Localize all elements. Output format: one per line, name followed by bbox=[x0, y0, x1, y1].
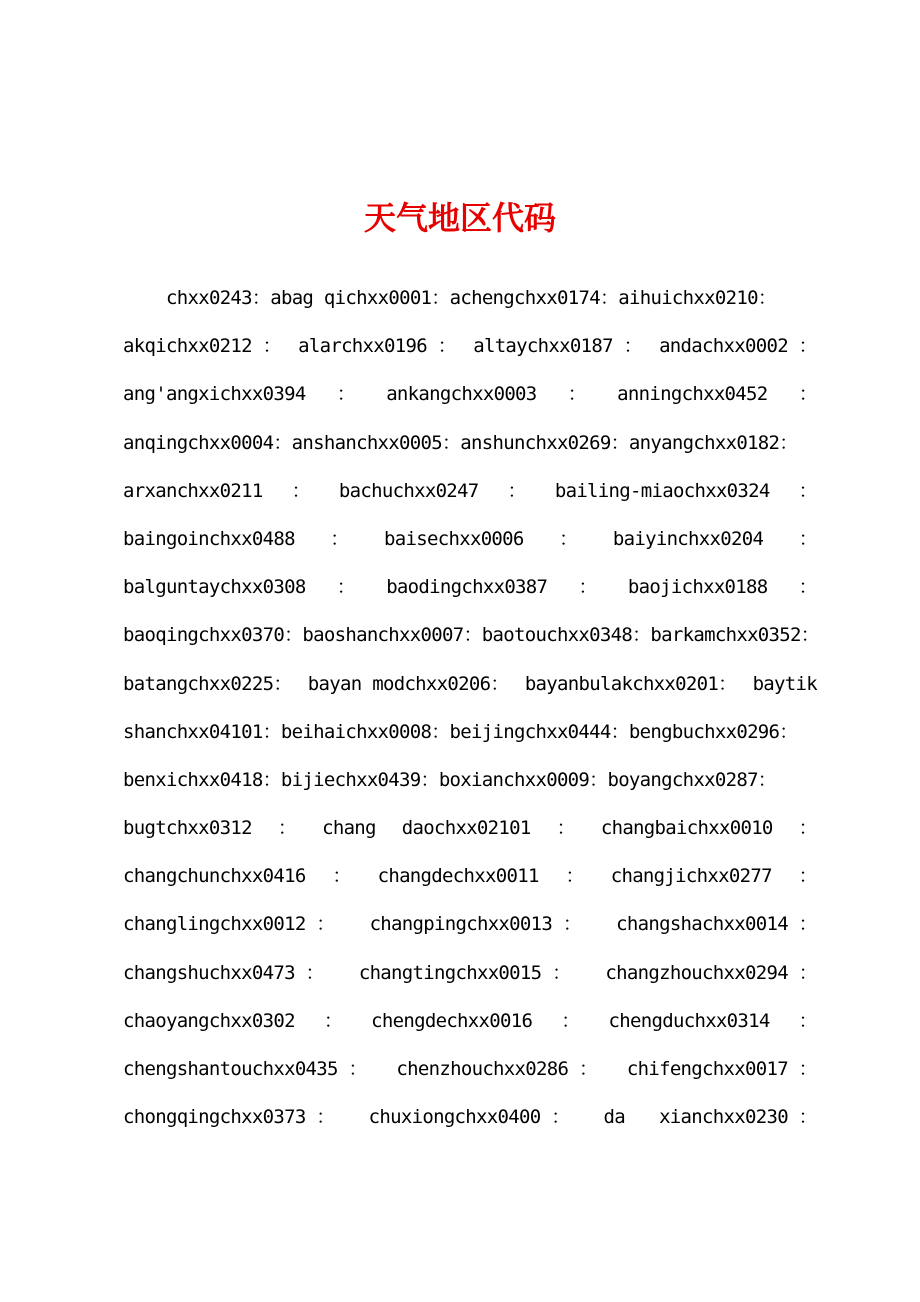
text-segment: da bbox=[603, 1106, 626, 1129]
text-line bbox=[123, 1045, 817, 1093]
text-segment: changtingchxx0015 ： bbox=[358, 961, 571, 984]
text-segment: ankangchxx0003 bbox=[386, 383, 537, 406]
text-segment: chaoyangchxx0302 bbox=[123, 1009, 295, 1032]
text-segment: anqingchxx0004：anshanchxx0005：anshunchxx0269：anyangchxx0182： bbox=[123, 431, 798, 454]
text-line bbox=[123, 515, 817, 563]
text-segment: chengduchxx0314 bbox=[608, 1009, 770, 1032]
text-segment: ： bbox=[336, 383, 356, 406]
text-line bbox=[123, 708, 817, 756]
text-segment: ： bbox=[291, 479, 310, 502]
text-segment: ： bbox=[578, 576, 597, 599]
text-segment: baoqingchxx0370：baoshanchxx0007：baotouchxx0348：barkamchxx0352： bbox=[123, 624, 820, 647]
text-line bbox=[123, 274, 817, 322]
text-segment: baodingchxx0387 bbox=[386, 576, 548, 599]
text-segment: bayanbulakchxx0201： bbox=[524, 672, 737, 695]
text-segment: chengdechxx0016 bbox=[371, 1009, 533, 1032]
text-segment: baytik bbox=[752, 672, 817, 695]
text-segment: chengshantouchxx0435 ： bbox=[123, 1058, 367, 1080]
text-segment: chongqingchxx0373 ： bbox=[123, 1106, 335, 1129]
text-segment: changbaichxx0010 bbox=[600, 817, 773, 840]
text-segment: ： bbox=[323, 1009, 343, 1032]
text-segment: bachuchxx0247 bbox=[338, 479, 479, 502]
text-segment: bayan modchxx0206： bbox=[307, 672, 509, 695]
text-segment: ： bbox=[798, 527, 817, 550]
text-segment: alarchxx0196 ： bbox=[298, 335, 457, 358]
text-segment: ： bbox=[330, 527, 349, 550]
text-segment: ： bbox=[336, 576, 356, 599]
document-body bbox=[123, 274, 820, 1141]
text-line bbox=[123, 611, 820, 659]
text-segment: benxichxx0418：bijiechxx0439：boxianchxx0009：boyangchxx0287： bbox=[123, 768, 777, 791]
text-segment: balguntaychxx0308 bbox=[123, 576, 306, 599]
text-segment: ： bbox=[798, 576, 817, 599]
text-segment: bugtchxx0312 bbox=[123, 817, 252, 840]
text-line bbox=[123, 852, 817, 900]
text-segment: changpingchxx0013 ： bbox=[369, 913, 582, 936]
text-segment: andachxx0002 ： bbox=[659, 335, 817, 358]
text-segment: ： bbox=[332, 865, 351, 888]
text-segment: changchunchxx0416 bbox=[123, 865, 306, 888]
text-line bbox=[123, 997, 817, 1045]
text-line bbox=[123, 563, 817, 611]
text-segment: ： bbox=[567, 383, 587, 406]
text-line bbox=[123, 419, 817, 467]
text-line bbox=[123, 467, 817, 515]
text-segment: chuxiongchxx0400 ： bbox=[368, 1106, 570, 1129]
text-segment: baiyinchxx0204 bbox=[612, 527, 764, 550]
text-segment: bailing-miaochxx0324 bbox=[554, 479, 770, 502]
text-segment: ： bbox=[798, 1009, 817, 1032]
text-line bbox=[123, 756, 817, 804]
text-segment: akqichxx0212 ： bbox=[123, 335, 281, 358]
text-line bbox=[123, 660, 817, 708]
text-segment: changlingchxx0012 ： bbox=[123, 913, 335, 936]
text-line bbox=[123, 1093, 817, 1141]
text-segment: chang bbox=[322, 817, 376, 840]
text-segment: chenzhouchxx0286 ： bbox=[396, 1058, 598, 1080]
text-line bbox=[123, 322, 817, 370]
text-segment: shanchxx04101：beihaichxx0008：beijingchxx0444：bengbuchxx0296： bbox=[123, 720, 798, 743]
text-line bbox=[123, 804, 817, 852]
text-line bbox=[123, 900, 817, 948]
text-segment: anningchxx0452 bbox=[617, 383, 768, 406]
text-segment: chifengchxx0017 ： bbox=[626, 1058, 817, 1080]
text-segment: xianchxx0230 ： bbox=[659, 1106, 817, 1129]
text-segment: ： bbox=[559, 527, 578, 550]
text-segment: changjichxx0277 bbox=[610, 865, 772, 888]
text-segment: baisechxx0006 bbox=[384, 527, 524, 550]
text-segment: ： bbox=[798, 865, 817, 888]
text-segment: ： bbox=[798, 817, 817, 840]
text-segment: altaychxx0187 ： bbox=[473, 335, 642, 358]
text-segment: ： bbox=[561, 1009, 580, 1032]
text-line bbox=[123, 370, 817, 418]
text-segment: ： bbox=[277, 817, 297, 840]
text-segment: batangchxx0225： bbox=[123, 672, 292, 695]
text-segment: changdechxx0011 bbox=[377, 865, 539, 888]
text-segment: baojichxx0188 bbox=[627, 576, 768, 599]
document-title: 天气地区代码 bbox=[363, 199, 556, 237]
text-segment: ： bbox=[507, 479, 526, 502]
text-segment: ang'angxichxx0394 bbox=[123, 383, 306, 406]
text-segment: chxx0243：abag qichxx0001：achengchxx0174：aihuichxx0210： bbox=[166, 287, 777, 309]
text-segment: ： bbox=[798, 479, 817, 502]
text-segment: daochxx02101 bbox=[401, 817, 531, 840]
text-segment: ： bbox=[556, 817, 575, 840]
text-segment: ： bbox=[565, 865, 584, 888]
text-segment: changzhouchxx0294 ： bbox=[605, 961, 817, 984]
text-segment: baingoinchxx0488 bbox=[123, 527, 295, 550]
text-segment: changshuchxx0473 ： bbox=[123, 961, 324, 984]
text-segment: changshachxx0014 ： bbox=[616, 913, 817, 936]
text-line bbox=[123, 949, 817, 997]
text-segment: ： bbox=[798, 383, 817, 406]
text-segment: arxanchxx0211 bbox=[123, 479, 263, 502]
